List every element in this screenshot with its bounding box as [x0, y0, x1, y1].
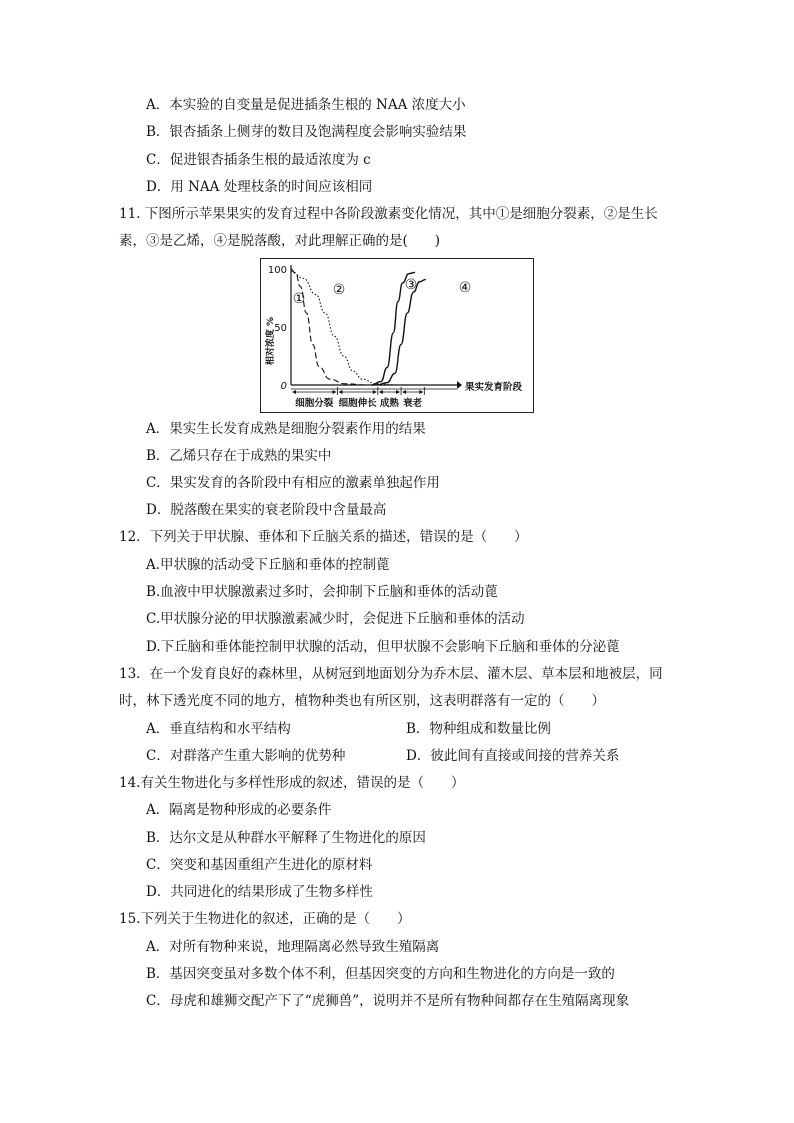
- series-label: ①: [292, 291, 306, 307]
- series-line: [376, 279, 426, 385]
- q10-option-b: B．银杏插条上侧芽的数目及饱满程度会影响实验结果: [146, 124, 467, 140]
- q12-option-b: B.血液中甲状腺激素过多时，会抑制下丘脑和垂体的活动蓖: [146, 584, 498, 600]
- q10-option-d: D．用 NAA 处理枝条的时间应该相同: [146, 179, 373, 195]
- series-label: ④: [458, 280, 472, 296]
- series-label: ③: [404, 277, 418, 293]
- q11-stem-line2: 素，③是乙烯，④是脱落酸，对此理解正确的是( ): [119, 233, 441, 249]
- chart-labels-layer: [264, 265, 523, 409]
- q15-option-a: A．对所有物种来说，地理隔离必然导致生殖隔离: [146, 939, 440, 955]
- q12-stem: 12．下列关于甲状腺、垂体和下丘脑关系的描述，错误的是（ ）: [119, 529, 528, 545]
- q15-option-b: B．基因突变虽对多数个体不利，但基因突变的方向和生物进化的方向是一致的: [146, 966, 615, 982]
- q15-stem: 15.下列关于生物进化的叙述，正确的是（ ）: [119, 911, 411, 927]
- q11-stem-line1: 11. 下图所示苹果果实的发育过程中各阶段激素变化情况，其中①是细胞分裂素，②是生长: [119, 206, 658, 222]
- hormone-chart: [260, 258, 534, 413]
- y-axis-label: 相对浓度 %: [266, 316, 276, 366]
- q11-option-b: B．乙烯只存在于成熟的果实中: [146, 448, 332, 464]
- q13-stem-line2: 时，林下透光度不同的地方，植物种类也有所区别，这表明群落有一定的（ ）: [119, 693, 605, 709]
- q14-option-c: C．突变和基因重组产生进化的原材料: [146, 857, 373, 873]
- q11-option-a: A．果实生长发育成熟是细胞分裂素作用的结果: [146, 421, 426, 437]
- chart-axes: [291, 265, 462, 395]
- q10-option-a: A．本实验的自变量是促进插条生根的 NAA 浓度大小: [146, 97, 466, 113]
- stage-arrow-left: [339, 390, 343, 394]
- stage-arrow-left: [379, 390, 383, 394]
- q12-option-d: D.下丘脑和垂体能控制甲状腺的活动，但甲状腺不会影响下丘脑和垂体的分泌蓖: [146, 639, 620, 655]
- x-axis-label: 果实发育阶段: [465, 382, 523, 393]
- q14-stem: 14.有关生物进化与多样性形成的叙述，错误的是（ ）: [119, 775, 465, 791]
- q11-option-d: D．脱落酸在果实的衰老阶段中含量最高: [146, 502, 387, 518]
- q13-option-d: D．彼此间有直接或间接的营养关系: [406, 748, 620, 764]
- y-tick-label: 50: [274, 323, 287, 334]
- stage-label: 衰老: [403, 398, 423, 409]
- q15-option-c: C．母虎和雄狮交配产下了“虎狮兽”，说明并不是所有物种间都存在生殖隔离现象: [146, 993, 630, 1009]
- q14-option-a: A．隔离是物种形成的必要条件: [146, 802, 332, 818]
- stage-label: 成熟: [379, 398, 399, 409]
- q12-option-a: A.甲状腺的活动受下丘脑和垂体的控制蓖: [146, 557, 390, 573]
- q13-option-c: C．对群落产生重大影响的优势种: [146, 748, 346, 764]
- stage-arrow-right: [419, 390, 423, 394]
- q13-option-b: B．物种组成和数量比例: [406, 721, 551, 737]
- stage-arrow-right: [396, 390, 400, 394]
- x-axis-arrow: [457, 381, 462, 389]
- series-label: ②: [332, 282, 346, 298]
- stage-arrow-left: [402, 390, 406, 394]
- q10-option-c: C．促进银杏插条生根的最适浓度为 c: [146, 152, 371, 168]
- q13-stem-line1: 13．在一个发育良好的森林里，从树冠到地面划分为乔木层、灌木层、草本层和地被层，同: [119, 666, 663, 682]
- stage-arrow-right: [373, 390, 377, 394]
- y-tick-label: 0: [280, 381, 287, 392]
- stage-arrow-right: [333, 390, 337, 394]
- stage-label: 细胞分裂: [295, 398, 334, 409]
- hormone-chart-svg: [261, 259, 533, 412]
- q11-option-c: C．果实发育的各阶段中有相应的激素单独起作用: [146, 475, 440, 491]
- y-tick-label: 100: [267, 265, 287, 276]
- q12-option-c: C.甲状腺分泌的甲状腺激素减少时，会促进下丘脑和垂体的活动: [146, 611, 525, 627]
- stage-arrow-left: [292, 390, 296, 394]
- q14-option-d: D．共同进化的结果形成了生物多样性: [146, 884, 373, 900]
- q13-option-a: A．垂直结构和水平结构: [146, 721, 291, 737]
- q14-option-b: B．达尔文是从种群水平解释了生物进化的原因: [146, 830, 426, 846]
- stage-label: 细胞伸长: [338, 398, 377, 409]
